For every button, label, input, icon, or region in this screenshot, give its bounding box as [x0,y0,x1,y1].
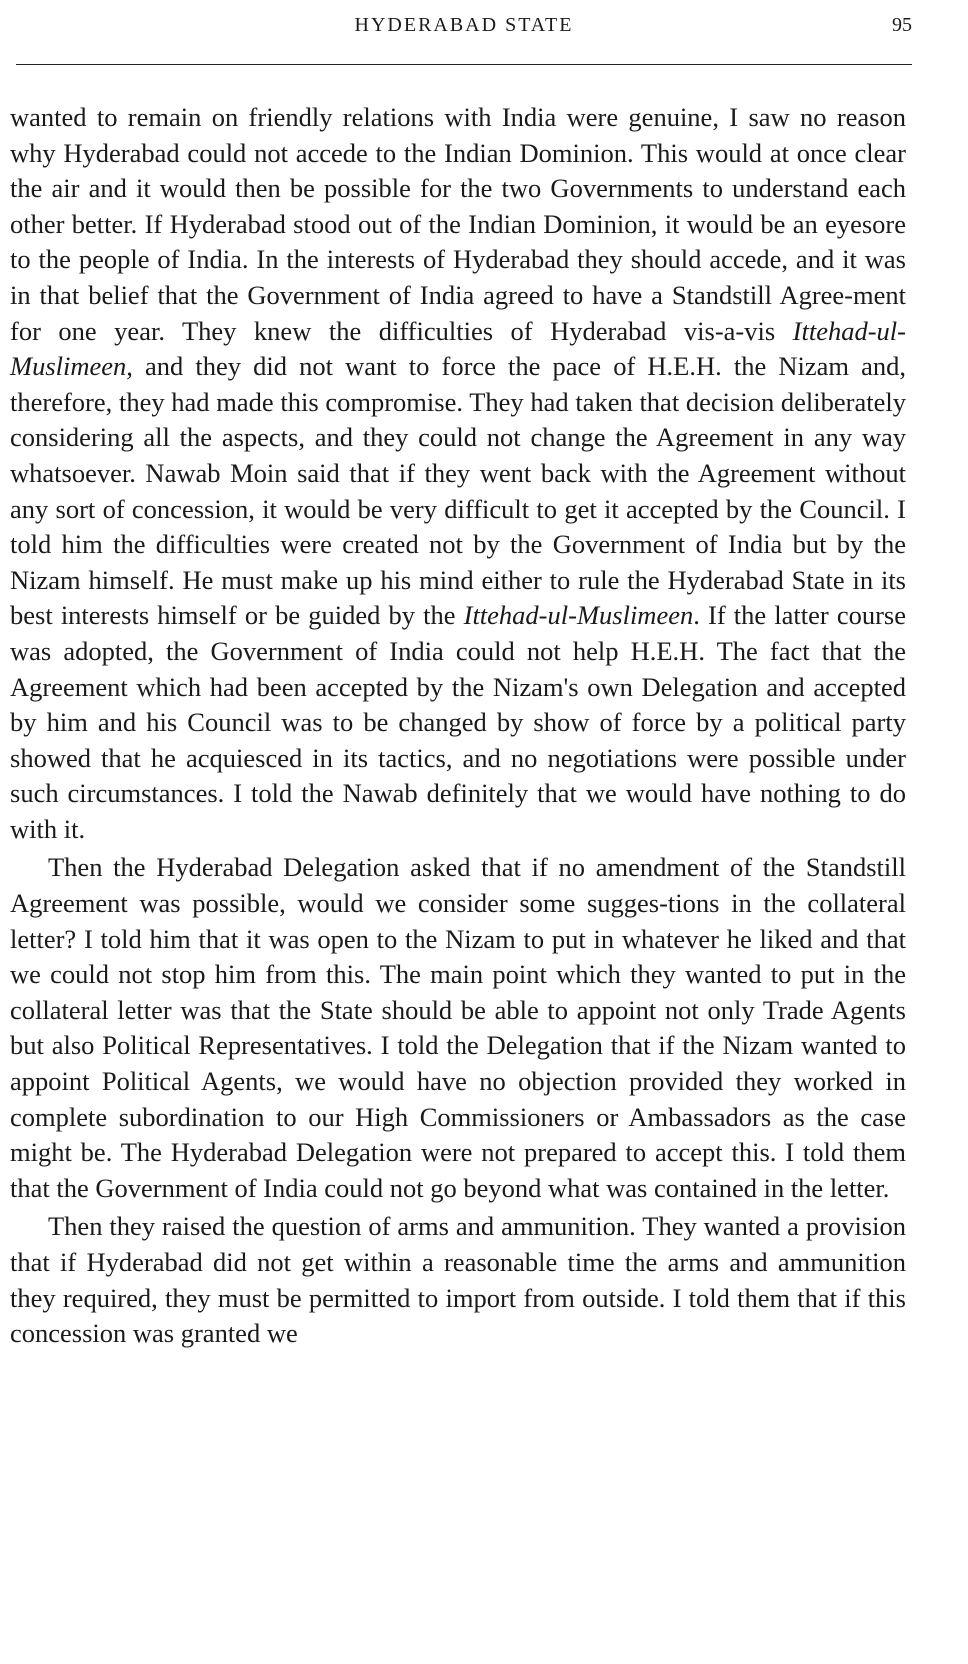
paragraph-3 [10,1209,906,1351]
paragraph-2 [10,850,906,1206]
text-segment: . If the latter course was adopted, the Government of India could not help H.E.H. The fact that the Agreement which had been accepted by the Nizam's own Delegation and accepted by him and his Council was to be changed by show of force by a political party showed that he acquiesced in its tactics, and no negotiations were possible under such circumstances. I told the Nawab definitely that we would have nothing to do with it. [10,600,907,844]
text-segment: , and they did not want to force the pace of H.E.H. the Nizam and, therefore, they had made this compromise. They had taken that decision deliberately considering all the aspects, and they could not change the Agreement in any way whatsoever. Nawab Moin said that if they went back with the Agreement without any sort of concession, it would be very difficult to get it accepted by the Council. I told him the difficulties were created not by the Government of India but by the Nizam himself. He must make up his mind either to rule the Hyderabad State in its best interests himself or be guided by the [10,351,906,631]
paragraph-1 [10,100,906,847]
italic-term: Ittehad-ul-Muslimeen [463,600,694,631]
body-text [10,100,906,1352]
page-number: 95 [892,14,912,36]
page-header [16,8,912,65]
running-head: HYDERABAD STATE [354,14,574,36]
text-segment: wanted to remain on friendly relations with India were genuine, I saw no reason why Hyderabad could not accede to the Indian Dominion. This would at once clear the air and it would then be possible for the two Governments to understand each other better. If Hyderabad stood out of the Indian Dominion, it would be an eyesore to the people of India. In the interests of Hyderabad they should accede, and it was in that belief that the Government of India agreed to have a Standstill Agree-ment for one year. They knew the difficulties of Hyderabad vis-a-vis [10,102,906,346]
italic-term: Ittehad-ul-Muslimeen [10,315,906,382]
text-segment: Then they raised the question of arms and ammunition. They wanted a provision that if Hyderabad did not get within a reasonable time the arms and ammunition they required, they must be permitted to import from outside. I told them that if this concession was granted we [10,1211,906,1349]
text-segment: Then the Hyderabad Delegation asked that if no amendment of the Standstill Agreement was possible, would we consider some sugges-tions in the collateral letter? I told him that it was open to the Nizam to put in whatever he liked and that we could not stop him from this. The main point which they wanted to put in the collateral letter was that the State should be able to appoint not only Trade Agents but also Political Representatives. I told the Delegation that if the Nizam wanted to appoint Political Agents, we would have no objection provided they worked in complete subordination to our High Commissioners or Ambassadors as the case might be. The Hyderabad Delegation were not prepared to accept this. I told them that the Government of India could not go beyond what was contained in the letter. [10,852,906,1203]
